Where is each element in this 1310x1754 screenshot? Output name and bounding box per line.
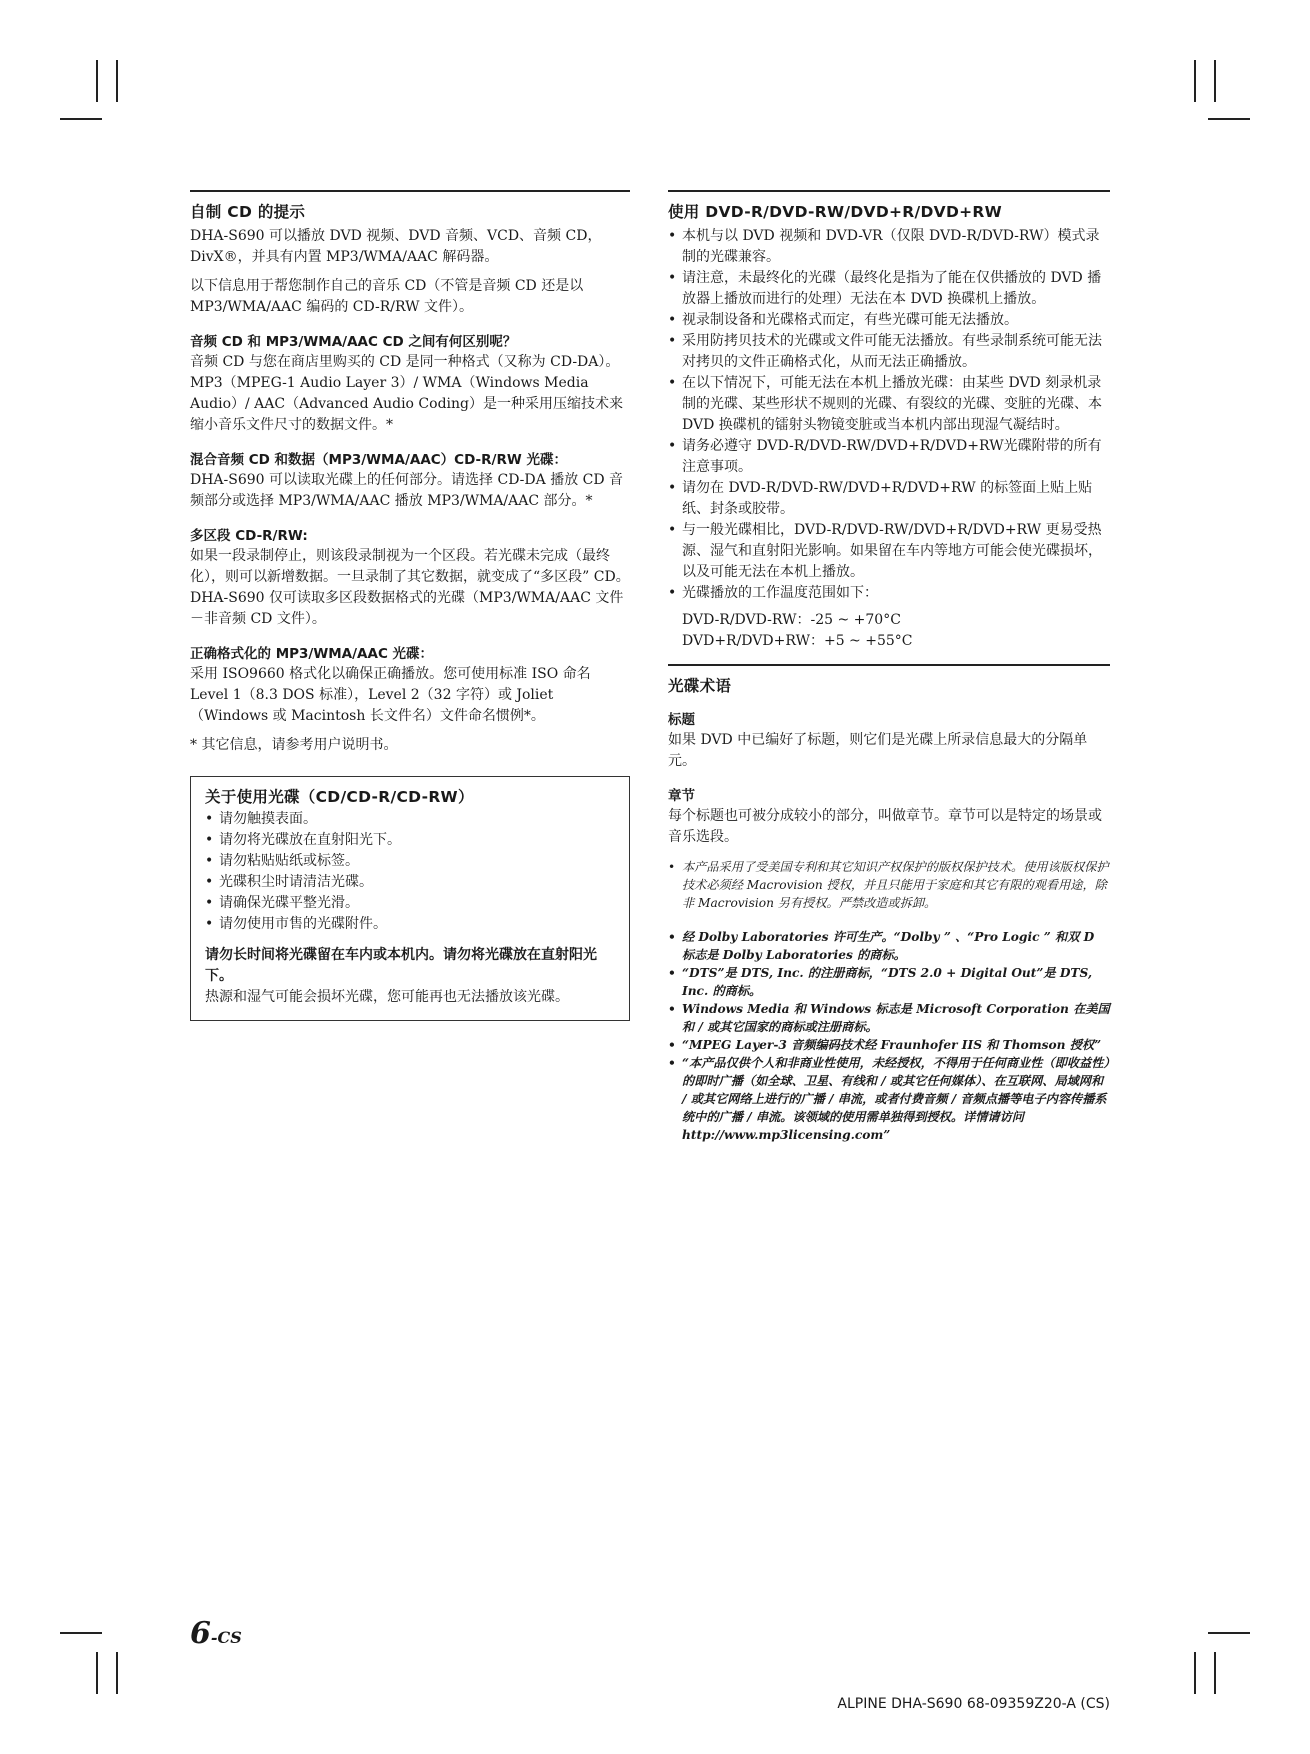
trademark-notices (668, 928, 1110, 1144)
list-item: • 采用防拷贝技术的光碟或文件可能无法播放。有些录制系统可能无法对拷贝的文件正确格式化，从而无法正确播放。 (668, 331, 1110, 373)
crop-mark (1208, 118, 1250, 120)
list-item: • 请注意，未最终化的光碟（最终化是指为了能在仅供播放的 DVD 播放器上播放而进行的处理）无法在本 DVD 换碟机上播放。 (668, 268, 1110, 310)
crop-mark (1214, 1652, 1216, 1694)
dvd-title: 使用 DVD-R/DVD-RW/DVD+R/DVD+RW (668, 203, 1003, 221)
page-number-suffix: -CS (210, 1628, 242, 1647)
crop-mark (96, 60, 98, 102)
box-warning-title: 请勿长时间将光碟留在车内或本机内。请勿将光碟放在直射阳光下。 (205, 947, 597, 984)
temp-range-minus: DVD-R/DVD-RW：-25 ~ +70°C (682, 612, 901, 628)
section-rule (668, 190, 1110, 192)
list-item: • 请确保光碟平整光滑。 (205, 893, 615, 914)
list-item: • 本机与以 DVD 视频和 DVD-VR（仅限 DVD-R/DVD-RW）模式录制的光碟兼容。 (668, 226, 1110, 268)
crop-mark (60, 1632, 102, 1634)
crop-mark (60, 118, 102, 120)
box-title: 关于使用光碟（CD/CD-R/CD-RW） (205, 788, 474, 806)
crop-mark (116, 1652, 118, 1694)
box-list (205, 809, 615, 935)
right-column (668, 190, 1110, 1150)
term-chapter-heading: 章节 (668, 788, 695, 804)
multi-text: 如果一段录制停止，则该段录制视为一个区段。若光碟未完成（最终化），则可以新增数据。一旦录制了其它数据，就变成了“多区段” CD。DHA-S690 仅可读取多区段数据格式的光碟（MP3/WMA/AAC 文件－非音频 CD 文件）。 (190, 548, 630, 627)
crop-mark (116, 60, 118, 102)
mixed-title: 混合音频 CD 和数据（MP3/WMA/AAC）CD-R/RW 光碟： (190, 452, 567, 468)
section-rule (668, 664, 1110, 666)
page-number-value: 6 (190, 1616, 211, 1651)
list-item: • 请勿粘贴贴纸或标签。 (205, 851, 615, 872)
crop-mark (1214, 60, 1216, 102)
list-item: • 视录制设备和光碟格式而定，有些光碟可能无法播放。 (668, 310, 1110, 331)
dvd-list (668, 226, 1110, 604)
list-item: • “DTS”是 DTS, Inc. 的注册商标，“DTS 2.0 + Digital Out”是 DTS, Inc. 的商标。 (668, 964, 1110, 1000)
list-item: • 请勿使用市售的光碟附件。 (205, 914, 615, 935)
list-item: • 在以下情况下，可能无法在本机上播放光碟：由某些 DVD 刻录机录制的光碟、某些形状不规则的光碟、有裂纹的光碟、变脏的光碟、本 DVD 换碟机的镭射头物镜变脏或当本机内部出现湿气凝结时。 (668, 373, 1110, 436)
list-item: • 光碟积尘时请清洁光碟。 (205, 872, 615, 893)
temp-range-plus: DVD+R/DVD+RW：+5 ~ +55°C (682, 633, 913, 649)
list-item: • 请勿在 DVD-R/DVD-RW/DVD+R/DVD+RW 的标签面上贴上贴纸、封条或胶带。 (668, 478, 1110, 520)
term-title-text: 如果 DVD 中已编好了标题，则它们是光碟上所录信息最大的分隔单元。 (668, 732, 1088, 769)
crop-mark (96, 1652, 98, 1694)
mixed-text: DHA-S690 可以读取光碟上的任何部分。请选择 CD-DA 播放 CD 音频部分或选择 MP3/WMA/AAC 播放 MP3/WMA/AAC 部分。* (190, 472, 624, 509)
term-title-heading: 标题 (668, 712, 695, 728)
format-text: 采用 ISO9660 格式化以确保正确播放。您可使用标准 ISO 命名 Level 1（8.3 DOS 标准），Level 2（32 字符）或 Joliet（Windows 或 Macintosh 长文件名）文件命名惯例*。 (190, 666, 591, 724)
macrovision-notice (668, 858, 1110, 912)
spacer (668, 918, 1110, 928)
footer-code: ALPINE DHA-S690 68-09359Z20-A (CS) (837, 1696, 1110, 1712)
crop-mark (1194, 1652, 1196, 1694)
page-number (190, 1616, 242, 1651)
list-item: • “MPEG Layer-3 音频编码技术经 Fraunhofer IIS 和 Thomson 授权” (668, 1036, 1110, 1054)
crop-mark (1194, 60, 1196, 102)
list-item: • “本产品仅供个人和非商业性使用，未经授权，不得用于任何商业性（即收益性）的即时广播（如全球、卫星、有线和 / 或其它任何媒体）、在互联网、局域网和 / 或其它网络上进行的广播 / 串流，或者付费音频 / 音频点播等电子内容传播系统中的广播 / 串流。该领域的使用需单独得到授权。详情请访问 http://www.mp3licensing.com” (668, 1054, 1110, 1144)
section-rule (190, 190, 630, 192)
diff-title: 音频 CD 和 MP3/WMA/AAC CD 之间有何区别呢？ (190, 334, 517, 350)
list-item: • 请务必遵守 DVD-R/DVD-RW/DVD+R/DVD+RW光碟附带的所有注意事项。 (668, 436, 1110, 478)
disc-handling-box (190, 776, 630, 1021)
left-column (190, 190, 630, 1021)
list-item: • 本产品采用了受美国专利和其它知识产权保护的版权保护技术。使用该版权保护技术必须经 Macrovision 授权，并且只能用于家庭和其它有限的观看用途，除非 Macrovision 另有授权。严禁改造或拆卸。 (668, 858, 1110, 912)
diff-text: 音频 CD 与您在商店里购买的 CD 是同一种格式（又称为 CD-DA）。MP3（MPEG-1 Audio Layer 3）/ WMA（Windows Media Audio）/ AAC（Advanced Audio Coding）是一种采用压缩技术来缩小音乐文件尺寸的数据文件。* (190, 354, 623, 433)
cd-tips-intro: DHA-S690 可以播放 DVD 视频、DVD 音频、VCD、音频 CD，DivX®，并具有内置 MP3/WMA/AAC 解码器。 (190, 228, 602, 265)
list-item: • 请勿将光碟放在直射阳光下。 (205, 830, 615, 851)
terms-title: 光碟术语 (668, 677, 732, 695)
format-title: 正确格式化的 MP3/WMA/AAC 光碟： (190, 646, 434, 662)
list-item: • 经 Dolby Laboratories 许可生产。“Dolby ” 、“Pro Logic ” 和双 D 标志是 Dolby Laboratories 的商标。 (668, 928, 1110, 964)
term-chapter-text: 每个标题也可被分成较小的部分，叫做章节。章节可以是特定的场景或音乐选段。 (668, 808, 1102, 845)
list-item: • 光碟播放的工作温度范围如下： (668, 583, 1110, 604)
cd-tips-info: 以下信息用于帮您制作自己的音乐 CD（不管是音频 CD 还是以 MP3/WMA/AAC 编码的 CD-R/RW 文件）。 (190, 278, 584, 315)
box-warning-text: 热源和湿气可能会损坏光碟，您可能再也无法播放该光碟。 (205, 989, 569, 1005)
footnote: * 其它信息，请参考用户说明书。 (190, 737, 398, 753)
list-item: • 与一般光碟相比，DVD-R/DVD-RW/DVD+R/DVD+RW 更易受热源、湿气和直射阳光影响。如果留在车内等地方可能会使光碟损坏，以及可能无法在本机上播放。 (668, 520, 1110, 583)
crop-mark (1208, 1632, 1250, 1634)
list-item: • Windows Media 和 Windows 标志是 Microsoft Corporation 在美国和 / 或其它国家的商标或注册商标。 (668, 1000, 1110, 1036)
multi-title: 多区段 CD-R/RW: (190, 528, 308, 544)
list-item: • 请勿触摸表面。 (205, 809, 615, 830)
cd-tips-title: 自制 CD 的提示 (190, 203, 306, 221)
